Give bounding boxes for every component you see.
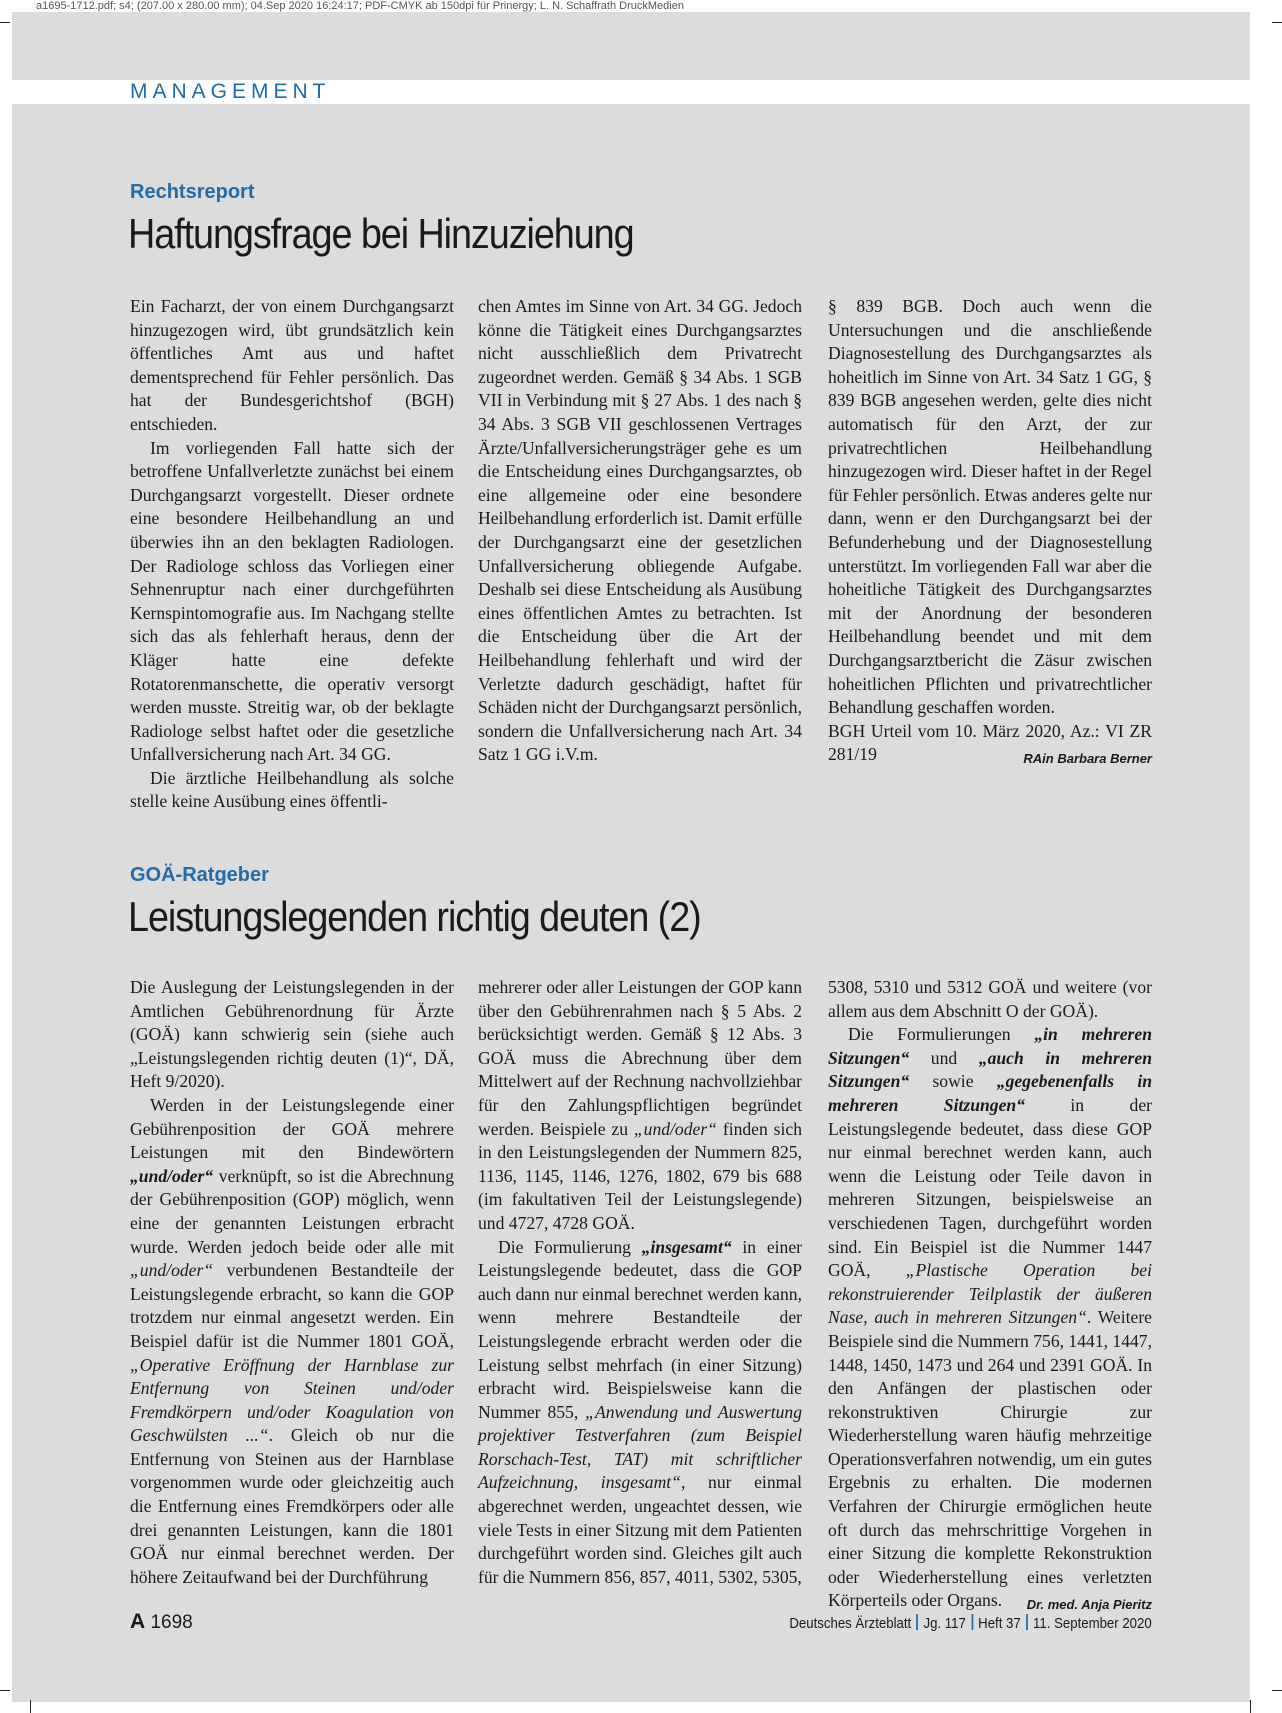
article1-column-1 [130,295,454,814]
article2-title: Leistungslegenden richtig deuten (2) [128,893,701,940]
journal-name: Deutsches Ärzteblatt [789,1615,912,1632]
print-info: a1695-1712.pdf; s4; (207.00 x 280.00 mm); 04.Sep 2020 16:24:17; PDF-CMYK ab 150dpi für Prinergy; L. N. Schaffrath DruckMedien [36,0,684,12]
separator [971,1614,973,1630]
issue-date: 11. September 2020 [1033,1615,1152,1632]
crop-mark [1272,1690,1282,1691]
crop-mark [0,22,10,23]
right-margin [1250,0,1282,1713]
crop-mark [30,1700,31,1713]
paragraph: 5308, 5310 und 5312 GOÄ und weitere (vor allem aus dem Abschnitt O der GOÄ). [828,977,1152,1021]
paragraph: Die ärztliche Heilbehandlung als solche stelle keine Ausübung eines öffentli- [130,767,454,812]
crop-mark [0,1690,10,1691]
article2-column-2 [478,976,802,1589]
paragraph: mehrerer oder aller Leistungen der GOP kann über den Gebührenrahmen nach § 5 Abs. 2 berücksichtigt werden. Gemäß § 12 Abs. 3 GOÄ muss die Abrechnung über dem Mittelwert auf der Rechnung nachvollziehbar für den Zahlungspflichtigen begründet werden. Beispiele zu „und/oder“ finden sich in den Leistungslegenden der Nummern 825, 1136, 1145, 1146, 1276, 1802, 679 bis 688 (im fakultativen Teil der Leistungslegende) und 4727, 4728 GOÄ. [478,977,802,1233]
author: Dr. med. Anja Pieritz [1026,1597,1152,1613]
article1-kicker: Rechtsreport [130,181,255,203]
citation-text: BGH Urteil vom 10. März 2020, Az.: VI ZR 281/19 [828,720,1152,765]
paragraph: Ein Facharzt, der von einem Durchgangsarzt hinzugezogen wird, übt grundsätzlich kein öffentliches Amt aus und haftet dementsprechend für Fehler persönlich. Das hat der Bundesgerichtshof (BGH) entschieden. [130,296,454,434]
paragraph: Im vorliegenden Fall hatte sich der betroffene Unfallverletzte zunächst bei einem Durchgangsarzt vorgestellt. Dieser ordnete eine besondere Heilbehandlung an und überwies ihn an den beklagten Radiologen. Der Radiologe schloss das Vorliegen einer Sehnenruptur nach einer durchgeführten Kernspintomografie aus. Im Nachgang stellte sich das als fehlerhaft heraus, denn der Kläger hatte eine defekte Rotatorenmanschette, die operativ versorgt werden musste. Streitig war, ob der beklagte Radiologe selbst haftet oder die gesetzliche Unfallversicherung nach Art. 34 GG. [130,437,454,765]
section-label: MANAGEMENT [130,80,331,103]
author: RAin Barbara Berner [1023,751,1152,767]
paragraph: § 839 BGB. Doch auch wenn die Untersuchungen und die anschließende Diagnosestellung des Durchgangsarztes als hoheitlich im Sinne von Art. 34 Satz 1 GG, § 839 BGB angesehen werden, gelte dies nicht automatisch für den Arzt, der zur privatrechtlichen Heilbehandlung hinzugezogen wird. Dieser haftet in der Regel für Fehler persönlich. Etwas anderes gelte nur dann, wenn er den Durchgangsarzt bei der Befunderhebung und der Diagnosestellung unterstützt. Im vorliegenden Fall war aber die hoheitliche Tätigkeit des Durchgangsarztes mit der Anordnung der besonderen Heilbehandlung beendet und mit dem Durchgangsarztbericht die Zäsur zwischen hoheitlichen Pflichten und privatrechtlicher Behandlung geschaffen worden. [828,296,1152,718]
article1-column-3 [828,295,1152,771]
footer-journal-info [790,1614,1152,1632]
paragraph: chen Amtes im Sinne von Art. 34 GG. Jedoch könne die Tätigkeit eines Durchgangsarztes nicht ausschließlich dem Privatrecht zugeordnet werden. Gemäß § 34 Abs. 1 SGB VII in Verbindung mit § 27 Abs. 1 des nach § 34 Abs. 3 SGB VII geschlossenen Vertrages Ärzte/Unfallversicherungsträger gehe es um die Entscheidung eines Durchgangsarztes, ob eine allgemeine oder eine besondere Heilbehandlung erforderlich ist. Damit erfülle der Durchgangsarzt eine der gesetzlichen Unfallversicherung obliegende Aufgabe. Deshalb sei diese Entscheidung als Ausübung eines öffentlichen Amtes zu betrachten. Ist die Entscheidung über die Art der Heilbehandlung fehlerhaft und wird der Verletzte dadurch geschädigt, haftet für Schäden nicht der Durchgangsarzt persönlich, sondern die Unfallversicherung nach Art. 34 Satz 1 GG i.V.m. [478,296,802,765]
paragraph: Die Formulierungen „in mehreren Sitzungen“ und „auch in mehreren Sitzungen“ sowie „gegebenenfalls in mehreren Sitzungen“ in der Leistungslegende bedeutet, dass diese GOP nur einmal berechnet werden kann, auch wenn die Leistung oder Teile davon in mehreren Sitzungen, beispielsweise an verschiedenen Tagen, durchgeführt worden sind. Ein Beispiel ist die Nummer 1447 GOÄ, „Plastische Operation bei rekonstruierender Teilplastik der äußeren Nase, auch in mehreren Sitzungen“. Weitere Beispiele sind die Nummern 756, 1441, 1447, 1448, 1450, 1473 und 264 und 2391 GOÄ. In den Anfängen der plastischen oder rekonstruktiven Chirurgie zur Wiederherstellung waren häufig mehrzeitige Operationsverfahren notwendig, um ein gutes Ergebnis zu erhalten. Die modernen Verfahren der Chirurgie ermöglichen heute oft durch das mehrschrittige Vorgehen in einer Sitzung die komplette Rekonstruktion oder Wiederherstellung eines verletzten Körperteils oder Organs. Dr. med. Anja Pieritz [828,1023,1152,1613]
issue: Heft 37 [978,1615,1022,1632]
article2-column-3 [828,976,1152,1617]
article1-title: Haftungsfrage bei Hinzuziehung [128,210,634,257]
separator [1026,1614,1028,1630]
crop-mark [1250,1700,1251,1713]
article2-kicker: GOÄ-Ratgeber [130,864,269,886]
separator [917,1614,919,1630]
page-number: A 1698 [130,1610,193,1633]
volume: Jg. 117 [923,1615,967,1632]
crop-mark [1272,22,1282,23]
citation [828,720,1152,767]
paragraph: Werden in der Leistungslegende einer Gebührenposition der GOÄ mehrere Leistungen mit den Bindewörtern „und/oder“ verknüpft, so ist die Abrechnung der Gebührenposition (GOP) möglich, wenn eine der genannten Leistungen erbracht wurde. Werden jedoch beide oder alle mit „und/oder“ verbundenen Bestandteile der Leistungslegende erbracht, so kann die GOP trotzdem nur einmal angesetzt werden. Ein Beispiel dafür ist die Nummer 1801 GOÄ, „Operative Eröffnung der Harnblase zur Entfernung von Steinen und/oder Fremdkörpern und/oder Koagulation von Geschwülsten ...“. Gleich ob nur die Entfernung von Steinen aus der Harnblase vorgenommen wurde oder gleichzeitig auch die Entfernung eines Fremdkörpers oder alle drei genannten Leistungen, kann die 1801 GOÄ nur einmal berechnet werden. Der höhere Zeitaufwand bei der Durchführung [130,1094,455,1587]
article2-column-1 [130,976,454,1589]
article1-column-2 [478,295,802,767]
paragraph: Die Formulierung „insgesamt“ in einer Leistungslegende bedeutet, dass die GOP auch dann nur einmal berechnet werden kann, wenn mehrere Bestandteile der Leistungslegende erbracht werden oder die Leistung selbst mehrfach (in einer Sitzung) erbracht wird. Beispielsweise kann die Nummer 855, „Anwendung und Auswertung projektiver Testverfahren (zum Beispiel Rorschach-Test, TAT) mit schriftlicher Aufzeichnung, insgesamt“, nur einmal abgerechnet werden, ungeachtet dessen, wie viele Tests in einer Sitzung mit dem Patienten durchgeführt worden sind. Gleiches gilt auch für die Nummern 856, 857, 4011, 5302, 5305, [478,1236,802,1587]
paragraph: Die Auslegung der Leistungslegenden in der Amtlichen Gebührenordnung für Ärzte (GOÄ) kann schwierig sein (siehe auch „Leistungslegenden richtig deuten (1)“, DÄ, Heft 9/2020). [130,977,454,1092]
